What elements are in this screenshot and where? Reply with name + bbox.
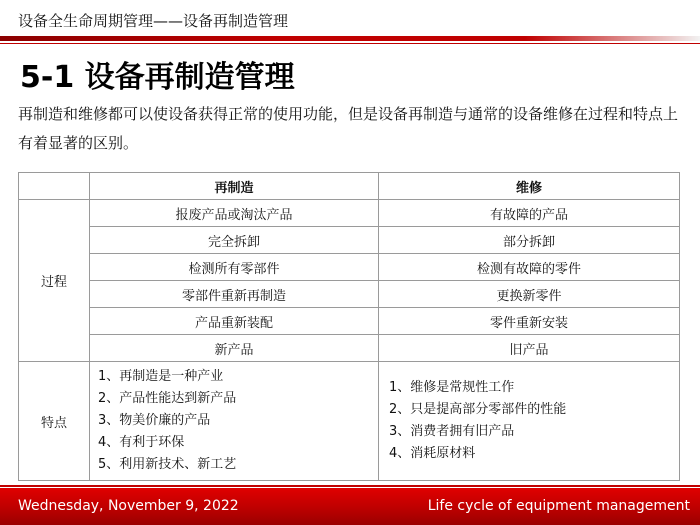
header-title: 设备全生命周期管理——设备再制造管理	[18, 12, 289, 30]
table-cell: 部分拆卸	[379, 227, 680, 254]
list-item: 1、维修是常规性工作	[389, 380, 515, 395]
list-item: 4、消耗原材料	[389, 446, 476, 461]
table-header-remanufacture: 再制造	[90, 173, 379, 200]
table-cell: 报废产品或淘汰产品	[90, 200, 379, 227]
feature-label: 特点	[19, 362, 90, 481]
list-item: 2、产品性能达到新产品	[98, 391, 237, 406]
list-item: 3、物美价廉的产品	[98, 413, 211, 428]
table-cell: 新产品	[90, 335, 379, 362]
header-rule-thin	[0, 43, 700, 44]
table-row	[19, 200, 680, 227]
list-item: 4、有利于环保	[98, 435, 185, 450]
table-cell: 有故障的产品	[379, 200, 680, 227]
table-cell: 旧产品	[379, 335, 680, 362]
table-row	[19, 335, 680, 362]
table-cell: 产品重新装配	[90, 308, 379, 335]
header-rule	[0, 36, 700, 41]
table-cell: 零件重新安装	[379, 308, 680, 335]
list-item: 2、只是提高部分零部件的性能	[389, 402, 567, 417]
list-item: 1、再制造是一种产业	[98, 369, 224, 384]
footer-caption: Life cycle of equipment management	[427, 498, 690, 514]
table-cell: 更换新零件	[379, 281, 680, 308]
table-cell: 完全拆卸	[90, 227, 379, 254]
table-cell: 零部件重新再制造	[90, 281, 379, 308]
section-title: 5-1 设备再制造管理	[20, 60, 295, 95]
table-cell: 检测所有零部件	[90, 254, 379, 281]
features-repair-cell	[379, 362, 680, 481]
table-row	[19, 227, 680, 254]
table-header-corner	[19, 173, 90, 200]
footer-date: Wednesday, November 9, 2022	[18, 498, 239, 514]
table-row	[19, 254, 680, 281]
table-row	[19, 308, 680, 335]
table-header-repair: 维修	[379, 173, 680, 200]
table-row-features	[19, 362, 680, 481]
list-item: 5、利用新技术、新工艺	[98, 457, 237, 472]
list-item: 3、消费者拥有旧产品	[389, 424, 515, 439]
footer-rule	[0, 485, 700, 487]
table-row	[19, 281, 680, 308]
table-cell: 检测有故障的零件	[379, 254, 680, 281]
table-header-row	[19, 173, 680, 200]
process-label: 过程	[19, 200, 90, 362]
features-remanufacture-cell	[90, 362, 379, 481]
comparison-table	[18, 172, 680, 481]
intro-paragraph: 再制造和维修都可以使设备获得正常的使用功能，但是设备再制造与通常的设备维修在过程和特点上有着显著的区别。	[18, 105, 679, 152]
